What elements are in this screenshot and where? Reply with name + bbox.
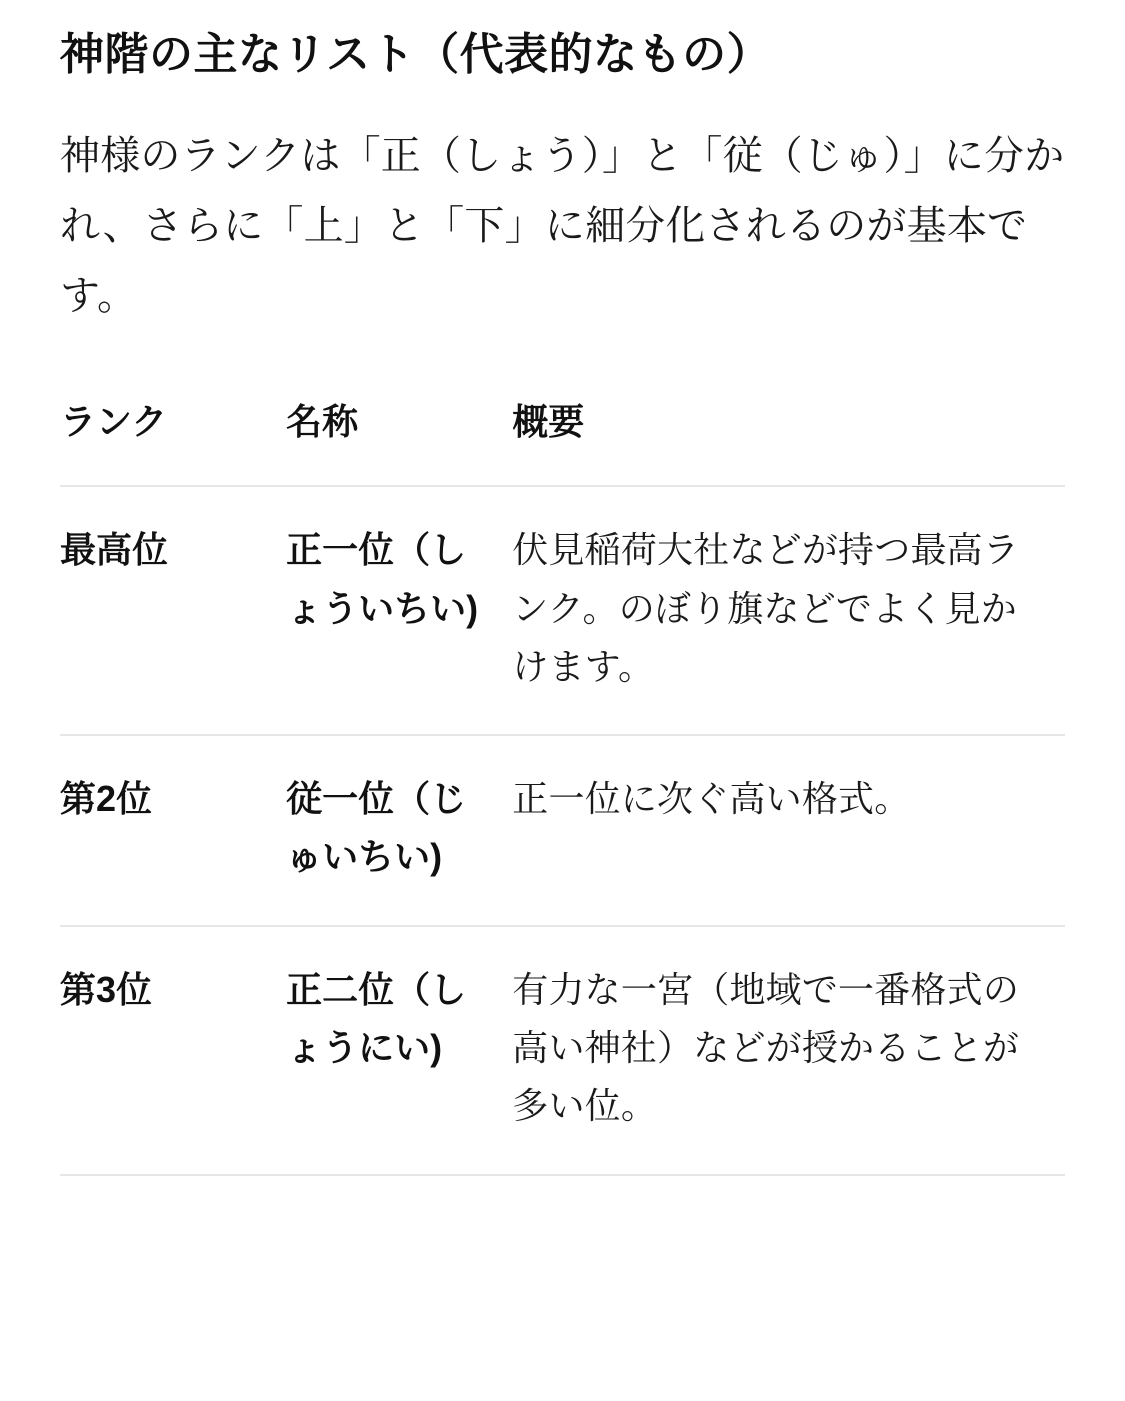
intro-paragraph: 神様のランクは「正（しょう）」と「従（じゅ）」に分かれ、さらに「上」と「下」に細分化されるのが基本です。	[60, 134, 1065, 319]
table-head	[60, 395, 1065, 486]
cell-name: 正一位（しょういちい)	[286, 486, 512, 735]
table-row	[60, 486, 1065, 735]
page-title: 神階の主なリスト（代表的なもの）	[60, 30, 772, 79]
cell-rank: 第3位	[60, 926, 286, 1175]
cell-name: 正二位（しょうにい)	[286, 926, 512, 1175]
cell-description: 有力な一宮（地域で一番格式の高い神社）などが授かることが多い位。	[512, 926, 1065, 1175]
table-row	[60, 735, 1065, 926]
table-body	[60, 486, 1065, 1175]
column-header-desc: 概要	[512, 395, 1065, 486]
rank-table	[60, 395, 1065, 1176]
column-header-rank: ランク	[60, 395, 286, 486]
table-row	[60, 926, 1065, 1175]
table-header-row	[60, 395, 1065, 486]
cell-rank: 第2位	[60, 735, 286, 926]
cell-description: 伏見稲荷大社などが持つ最高ランク。のぼり旗などでよく見かけます。	[512, 486, 1065, 735]
column-header-name: 名称	[286, 395, 512, 486]
cell-description: 正一位に次ぐ高い格式。	[512, 735, 1065, 926]
cell-name: 従一位（じゅいちい)	[286, 735, 512, 926]
cell-rank: 最高位	[60, 486, 286, 735]
